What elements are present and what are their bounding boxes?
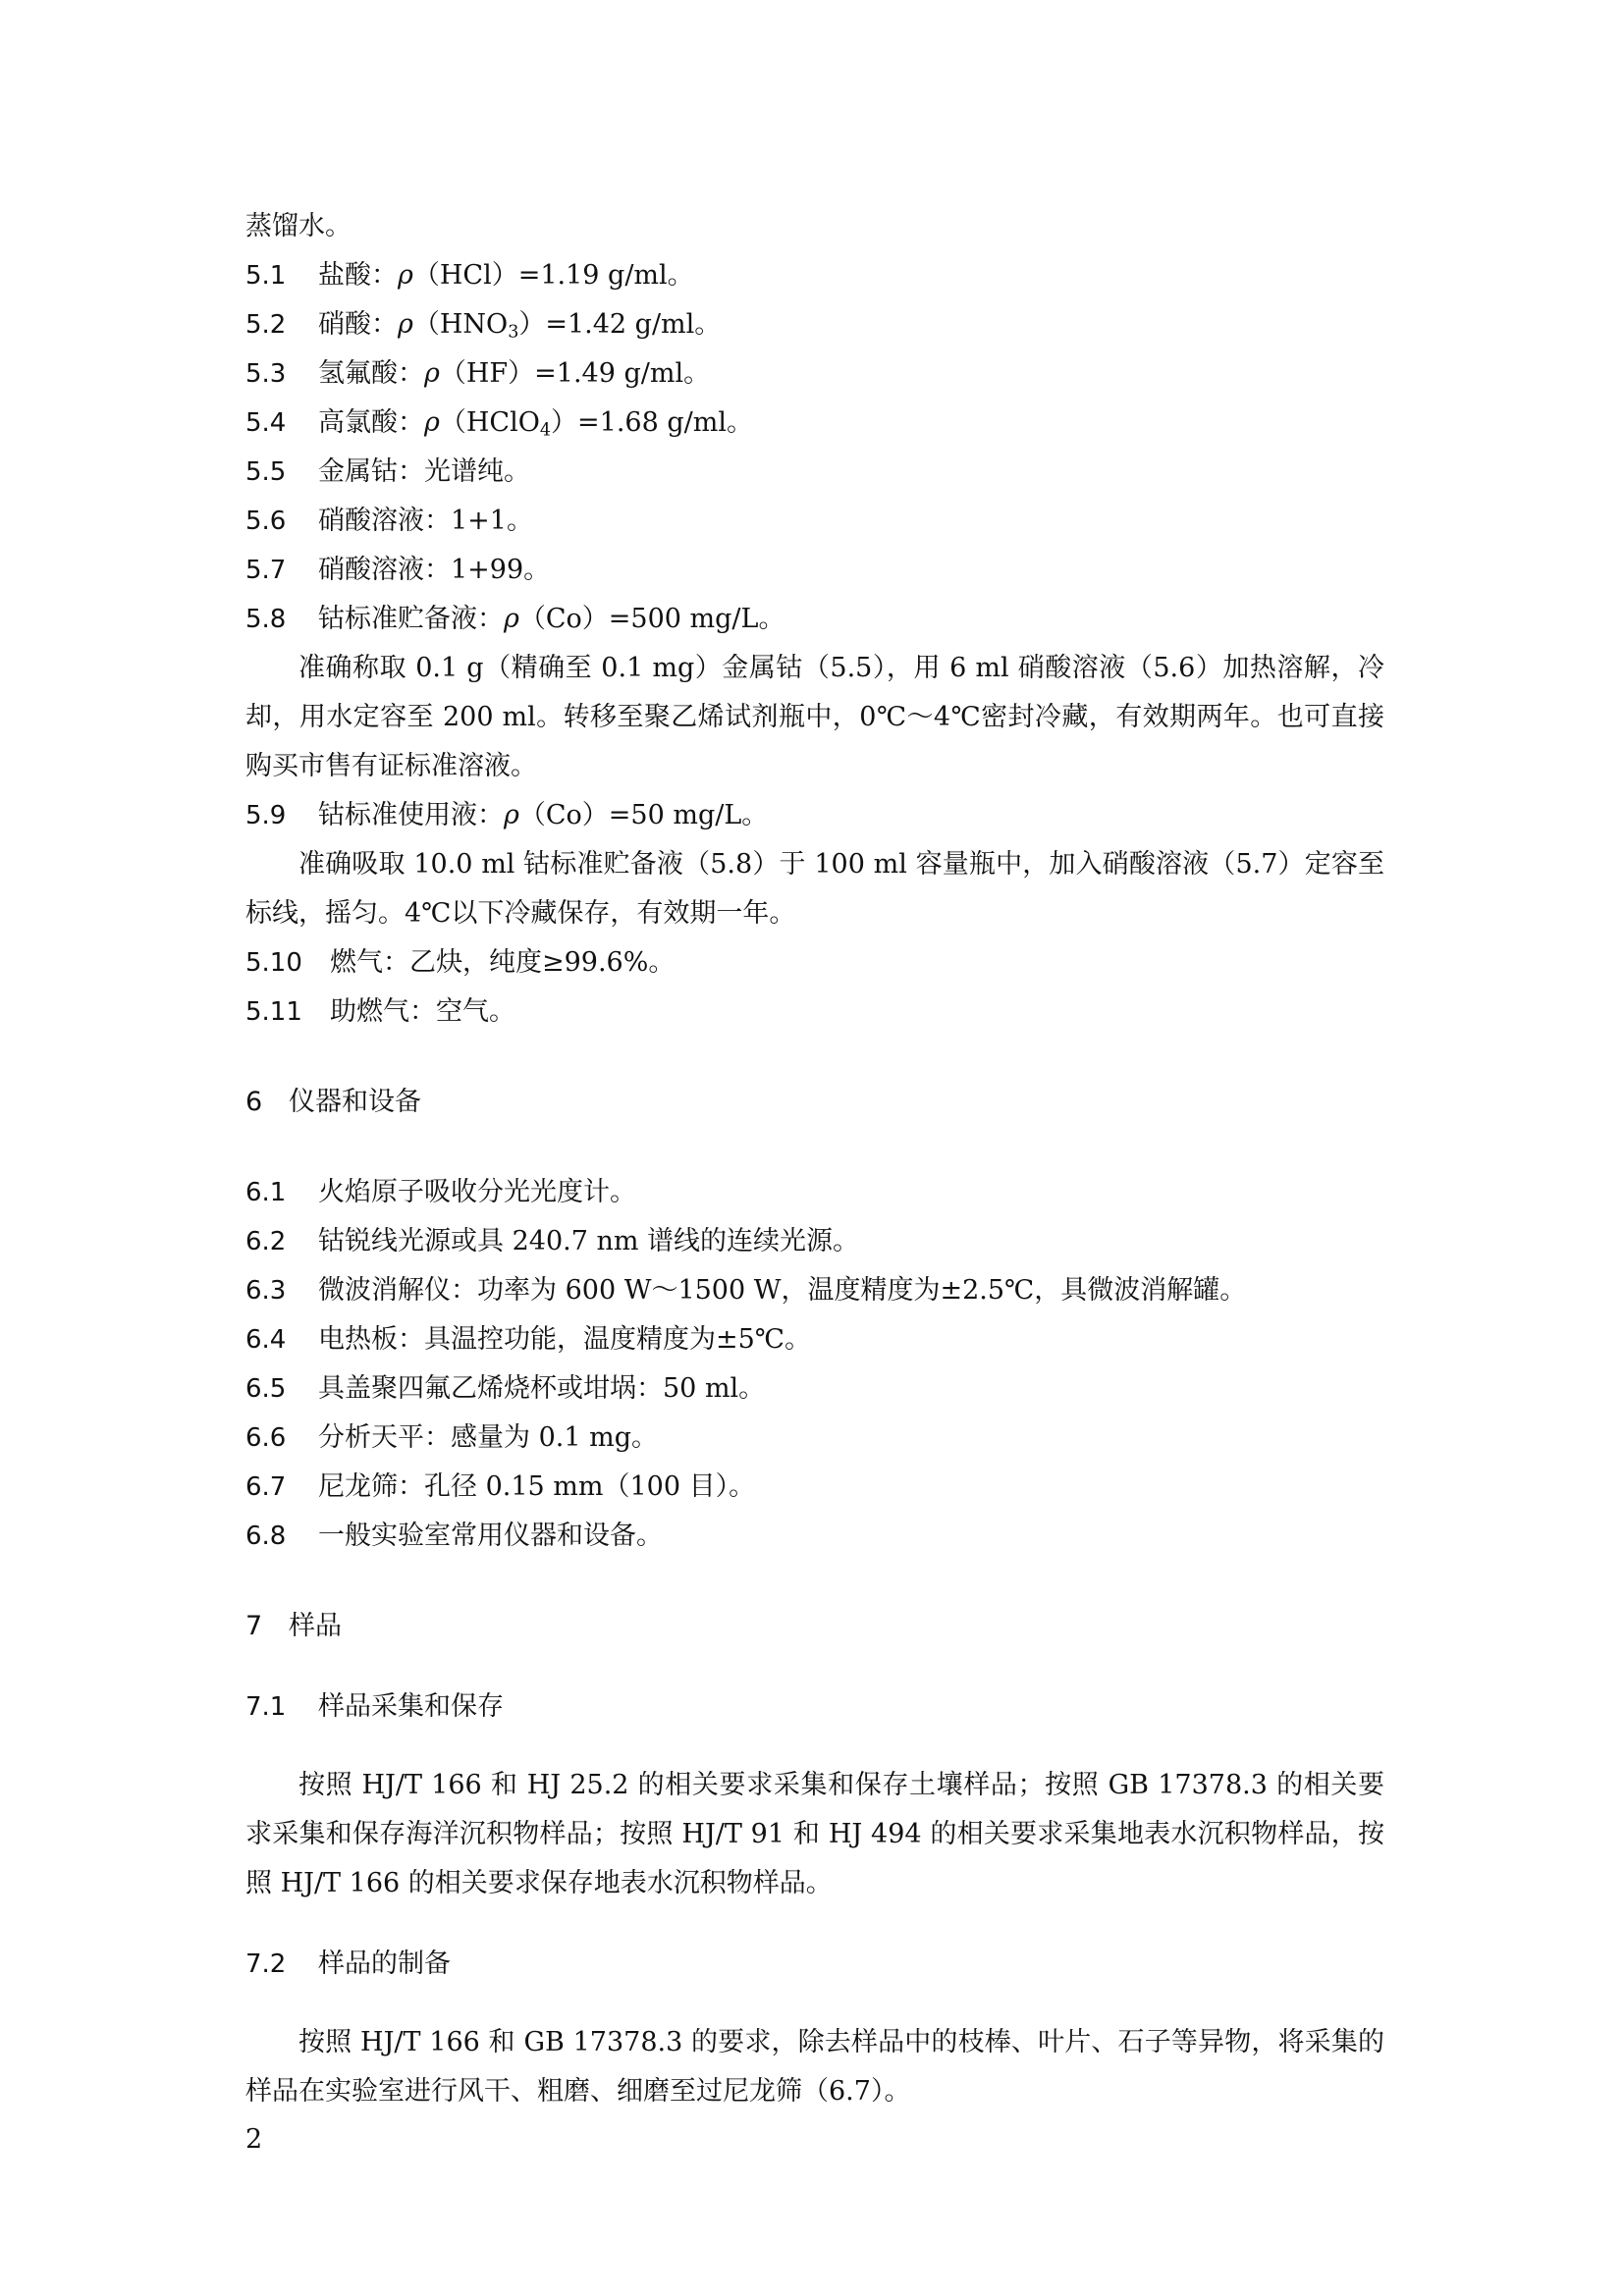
reagent-item: 5.5 金属钴：光谱纯。 xyxy=(245,448,1384,497)
item-number: 5.10 xyxy=(245,948,302,978)
item-number: 5.4 xyxy=(245,408,287,438)
equipment-item: 6.4 电热板：具温控功能，温度精度为±5℃。 xyxy=(245,1315,1384,1364)
page-number: 2 xyxy=(245,2124,263,2155)
reagent-item: 5.8 钴标准贮备液：ρ（Co）=500 mg/L。 xyxy=(245,595,1384,644)
equipment-item: 6.5 具盖聚四氟乙烯烧杯或坩埚：50 ml。 xyxy=(245,1364,1384,1414)
reagent-item: 5.2 硝酸：$\rho(HNO_3)=1.42$ g/ml。 xyxy=(245,300,1384,349)
item-number: 6.6 xyxy=(245,1423,287,1453)
reagent-item: 5.7 硝酸溶液：1+99。 xyxy=(245,546,1384,595)
reagent-item: 5.4 高氯酸：ρ（HClO$_4$）=1.68 g/ml。 xyxy=(245,399,1384,448)
subsection-heading-7-1: 7.1 样品采集和保存 xyxy=(245,1691,504,1722)
item-number: 5.5 xyxy=(245,457,287,487)
item-number: 6.5 xyxy=(245,1374,287,1404)
intro-text: 蒸馏水。 xyxy=(245,211,352,241)
reagent-item: 5.1 盐酸：ρ（HCl）=1.19 g/ml。 xyxy=(245,251,1384,300)
item-number: 5.3 xyxy=(245,359,287,389)
item-number: 6.4 xyxy=(245,1325,287,1355)
item-number: 5.2 xyxy=(245,310,287,340)
reagent-item: 5.9 钴标准使用液：ρ（Co）=50 mg/L。 xyxy=(245,791,1384,840)
paragraph-5-8: 准确称取 0.1 g（精确至 0.1 mg）金属钴（5.5），用 6 ml 硝酸溶液（5.6）加热溶解，冷却，用水定容至 200 ml。转移至聚乙烯试剂瓶中，0℃～4℃密封冷藏，有效期两年。也可直接购买市售有证标准溶液。 xyxy=(245,653,1384,781)
equipment-item: 6.8 一般实验室常用仪器和设备。 xyxy=(245,1512,1384,1561)
section-heading-7: 7 样品 xyxy=(245,1611,342,1641)
item-number: 5.6 xyxy=(245,507,287,536)
paragraph-7-1: 按照 HJ/T 166 和 HJ 25.2 的相关要求采集和保存土壤样品；按照 GB 17378.3 的相关要求采集和保存海洋沉积物样品；按照 HJ/T 91 和 HJ 494 的相关要求采集地表水沉积物样品，按照 HJ/T 166 的相关要求保存地表水沉积物样品。 xyxy=(245,1770,1384,1898)
item-number: 5.1 xyxy=(245,261,287,291)
reagent-item: 5.6 硝酸溶液：1+1。 xyxy=(245,497,1384,546)
item-number: 6.8 xyxy=(245,1522,287,1551)
paragraph-5-9: 准确吸取 10.0 ml 钴标准贮备液（5.8）于 100 ml 容量瓶中，加入硝酸溶液（5.7）定容至标线，摇匀。4℃以下冷藏保存，有效期一年。 xyxy=(245,849,1384,929)
item-number: 5.11 xyxy=(245,997,302,1027)
equipment-item: 6.3 微波消解仪：功率为 600 W～1500 W，温度精度为±2.5℃，具微波消解罐。 xyxy=(245,1266,1384,1315)
equipment-item: 6.6 分析天平：感量为 0.1 mg。 xyxy=(245,1414,1384,1463)
item-number: 6.2 xyxy=(245,1227,287,1256)
equipment-item: 6.1 火焰原子吸收分光光度计。 xyxy=(245,1168,1384,1217)
section-heading-6: 6 仪器和设备 xyxy=(245,1087,421,1117)
item-number: 5.8 xyxy=(245,605,287,634)
equipment-item: 6.2 钴锐线光源或具 240.7 nm 谱线的连续光源。 xyxy=(245,1217,1384,1266)
reagent-item: 5.11 助燃气：空气。 xyxy=(245,988,1384,1037)
equipment-item: 6.7 尼龙筛：孔径 0.15 mm（100 目）。 xyxy=(245,1463,1384,1512)
item-number: 6.1 xyxy=(245,1178,287,1207)
item-number: 5.9 xyxy=(245,801,287,830)
item-number: 6.7 xyxy=(245,1472,287,1502)
document-page xyxy=(245,202,1384,2116)
reagent-item: 5.3 氢氟酸：ρ（HF）=1.49 g/ml。 xyxy=(245,349,1384,399)
item-number: 5.7 xyxy=(245,556,287,585)
paragraph-7-2: 按照 HJ/T 166 和 GB 17378.3 的要求，除去样品中的枝棒、叶片、石子等异物，将采集的样品在实验室进行风干、粗磨、细磨至过尼龙筛（6.7）。 xyxy=(245,2027,1384,2107)
reagent-item: 5.10 燃气：乙炔，纯度≥99.6%。 xyxy=(245,938,1384,988)
subsection-heading-7-2: 7.2 样品的制备 xyxy=(245,1949,451,1979)
item-number: 6.3 xyxy=(245,1276,287,1306)
